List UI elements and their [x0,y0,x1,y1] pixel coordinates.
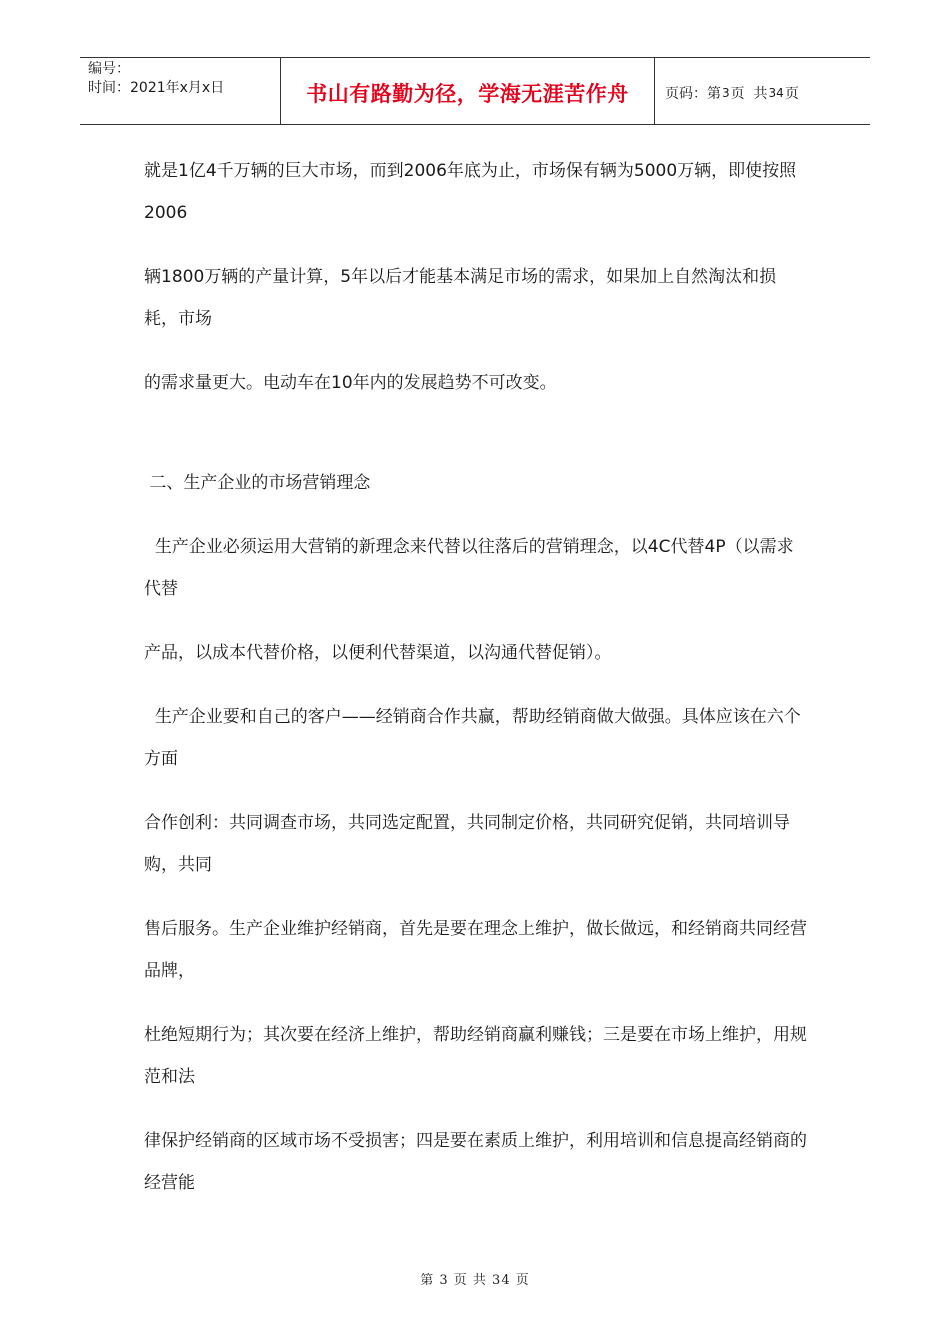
header-meta [80,58,281,124]
serial-number-label: 编号： [88,61,130,77]
paragraph: 律保护经销商的区域市场不受损害；四是要在素质上维护，利用培训和信息提高经销商的经营能 [144,1131,807,1193]
page-suffix: 页 [784,86,799,102]
header-page-info [655,58,870,124]
paragraph: 生产企业要和自己的客户——经销商合作共赢，帮助经销商做大做强。具体应该在六个方面 [144,707,801,769]
paragraph: 售后服务。生产企业维护经销商，首先是要在理念上维护，做长做远，和经销商共同经营品牌， [144,919,807,981]
paragraph: 的需求量更大。电动车在10年内的发展趋势不可改变。 [144,373,557,393]
paragraph: 合作创利：共同调查市场，共同选定配置，共同制定价格，共同研究促销，共同培训导购，共同 [144,813,790,875]
paragraph: 杜绝短期行为；其次要在经济上维护，帮助经销商赢利赚钱；三是要在市场上维护，用规范和法 [144,1025,807,1087]
page-footer: 第 3 页 共 34 页 [420,1273,530,1288]
page-current: 3 [722,86,730,100]
paragraph: 生产企业必须运用大营销的新理念来代替以往落后的营销理念，以4C代替4P（以需求代替 [144,537,794,599]
document-header [80,57,870,125]
paragraph: 就是1亿4千万辆的巨大市场，而到2006年底为止，市场保有辆为5000万辆，即使按照2006 [144,161,797,223]
section-heading: 二、生产企业的市场营销理念 [144,473,371,493]
page-total: 34 [768,86,784,100]
paragraph: 产品，以成本代替价格，以便利代替渠道，以沟通代替促销）。 [144,643,612,663]
document-body [144,150,809,1226]
paragraph: 辆1800万辆的产量计算，5年以后才能基本满足市场的需求，如果加上自然淘汰和损耗，市场 [144,267,777,329]
page-mid: 页 共 [730,86,768,102]
header-motto: 书山有路勤为径，学海无涯苦作舟 [281,58,655,124]
date-label: 时间：2021年x月x日 [88,80,225,96]
page-prefix: 页码：第 [665,86,721,102]
